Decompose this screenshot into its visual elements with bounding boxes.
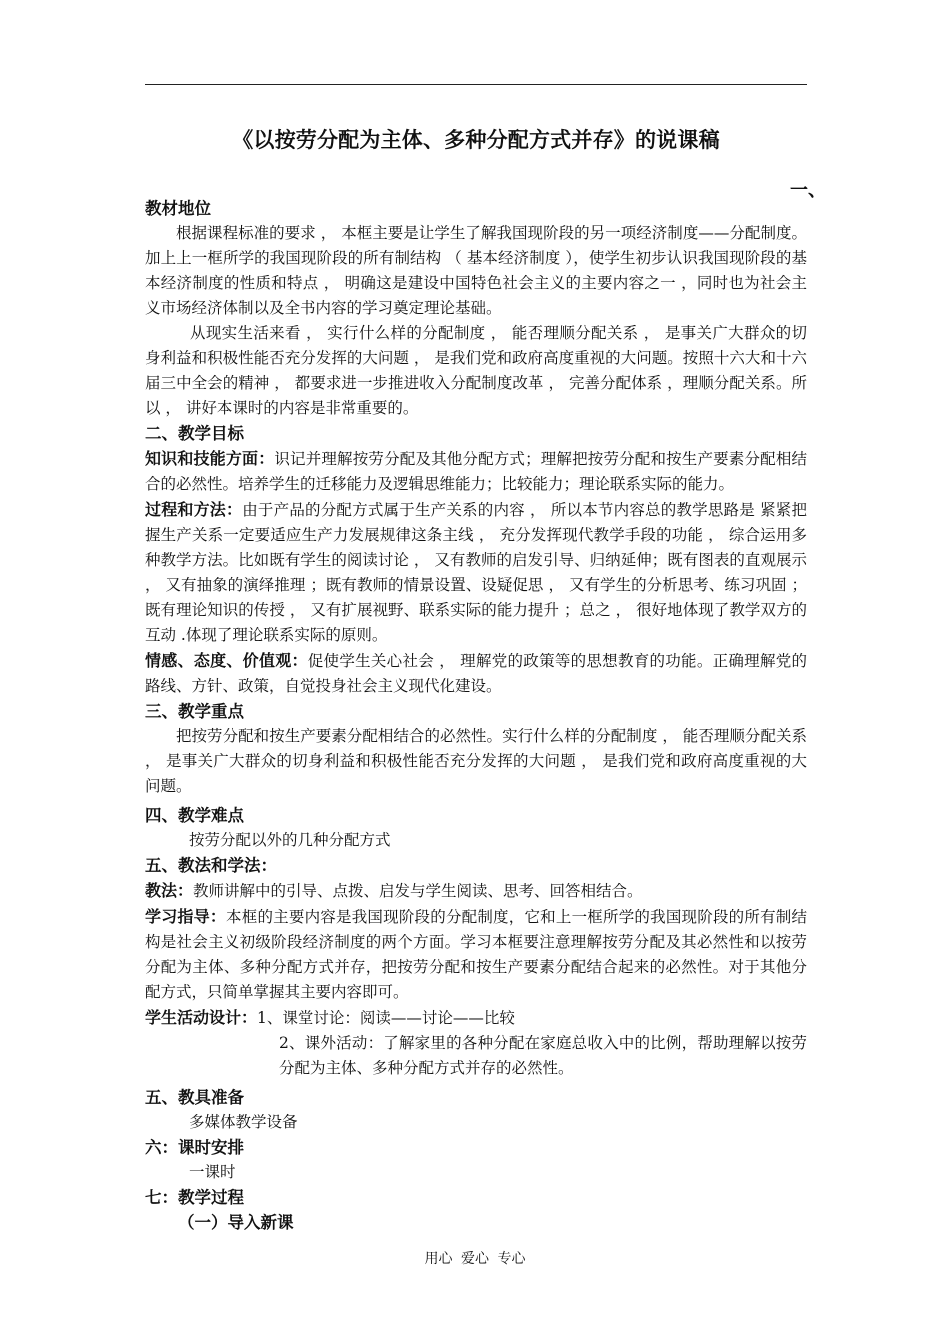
header-rule [145, 84, 807, 85]
section-heading-schedule: 六：课时安排 [145, 1138, 244, 1157]
paragraph-teaching-method [145, 878, 807, 904]
paragraph-schedule: 一课时 [189, 1163, 236, 1181]
paragraph-emotion [145, 648, 807, 699]
label-activity: 学生活动设计： [145, 1008, 258, 1027]
section-heading-process: 七：教学过程 [145, 1188, 244, 1207]
paragraph-key-points: 把按劳分配和按生产要素分配相结合的必然性。实行什么样的分配制度 ， 能否理顺分配关系 ， 是事关广大群众的切身利益和积极性能否充分发挥的大问题 ， 是我们党和政府高度重视的大问题。 [145, 727, 807, 795]
paragraph-study-guide [145, 904, 807, 1005]
section-heading-tools: 五、教具准备 [145, 1088, 244, 1107]
text-study-guide: 本框的主要内容是我国现阶段的分配制度，它和上一框所学的我国现阶段的所有制结构是社会主义初级阶段经济制度的两个方面。学习本框要注意理解按劳分配及其必然性和以按劳分配为主体、多种分配方式并存，把按劳分配和按生产要素分配结合起来的必然性。对于其他分配方式，只简单掌握其主要内容即可。 [145, 908, 807, 1001]
paragraph-knowledge [145, 446, 807, 497]
page-footer: 用心 爱心 专心 [424, 1251, 526, 1267]
text-activity-1: 1、课堂讨论：阅读——讨论——比较 [257, 1009, 515, 1027]
text-process: 由于产品的分配方式属于生产关系的内容 ， 所以本节内容总的教学思路是 紧紧把握生产关系一定要适应生产力发展规律这条主线 ， 充分发挥现代教学手段的功能 ， 综合运用多种教学方法。比如既有学生的阅读讨论 ， 又有教师的启发引导、归纳延伸；既有图表的直观展示 ， 又有抽象的演绎推理 ；既有教师的情景设置、设疑促思 ， 又有学生的分析思考、练习巩固 ；既有理论知识的传授 ， 又有扩展视野、联系实际的能力提升 ；总之 ， 很好地体现了教学双方的互动 .体现了理论联系实际的原则。 [145, 501, 807, 644]
section-heading-difficulties: 四、教学难点 [145, 806, 244, 825]
label-knowledge: 知识和技能方面： [145, 449, 275, 468]
section-number-one: 一、 [790, 180, 826, 201]
document-body [145, 196, 807, 1235]
section-heading-goals: 二、教学目标 [145, 424, 244, 443]
document-title: 《以按劳分配为主体、多种分配方式并存》的说课稿 [232, 128, 720, 152]
label-emotion: 情感、态度、价值观： [145, 651, 308, 670]
paragraph-activity [145, 1005, 807, 1031]
paragraph-material-1: 根据课程标准的要求 ， 本框主要是让学生了解我国现阶段的另一项经济制度——分配制度。加上上一框所学的我国现阶段的所有制结构 （ 基本经济制度 ），使学生初步认识我国现阶段的基本经济制度的性质和特点 ， 明确这是建设中国特色社会主义的主要内容之一 ，同时也为社会主义市场经济体制以及全书内容的学习奠定理论基础。 [145, 224, 807, 317]
text-teaching-method: 教师讲解中的引导、点拨、启发与学生阅读、思考、回答相结合。 [193, 882, 643, 900]
paragraph-process [145, 497, 807, 648]
label-process: 过程和方法： [145, 500, 243, 519]
section-heading-material: 教材地位 [145, 199, 211, 218]
label-study-guide: 学习指导： [145, 907, 227, 926]
paragraph-difficulties: 按劳分配以外的几种分配方式 [189, 831, 391, 849]
text-knowledge: 识记并理解按劳分配及其他分配方式；理解把按劳分配和按生产要素分配相结合的必然性。培养学生的迁移能力及逻辑思维能力；比较能力；理论联系实际的能力。 [145, 450, 807, 493]
section-heading-methods: 五、教法和学法： [145, 856, 277, 875]
paragraph-tools: 多媒体教学设备 [189, 1113, 298, 1131]
text-emotion: 促使学生关心社会 ， 理解党的政策等的思想教育的功能。正确理解党的路线、方针、政策，自觉投身社会主义现代化建设。 [145, 652, 807, 695]
paragraph-activity-2: 2、课外活动：了解家里的各种分配在家庭总收入中的比例，帮助理解以按劳分配为主体、多种分配方式并存的必然性。 [279, 1034, 807, 1077]
section-heading-key-points: 三、教学重点 [145, 702, 244, 721]
paragraph-material-2: 从现实生活来看 ， 实行什么样的分配制度 ， 能否理顺分配关系 ， 是事关广大群众的切身利益和积极性能否充分发挥的大问题 ， 是我们党和政府高度重视的大问题。按照十六大和十六届三中全会的精神 ， 都要求进一步推进收入分配制度改革 ， 完善分配体系 ，理顺分配关系。所以 ， 讲好本课时的内容是非常重要的。 [145, 324, 807, 417]
label-teaching-method: 教法： [145, 881, 194, 900]
subsection-heading-intro: （一）导入新课 [178, 1213, 294, 1232]
